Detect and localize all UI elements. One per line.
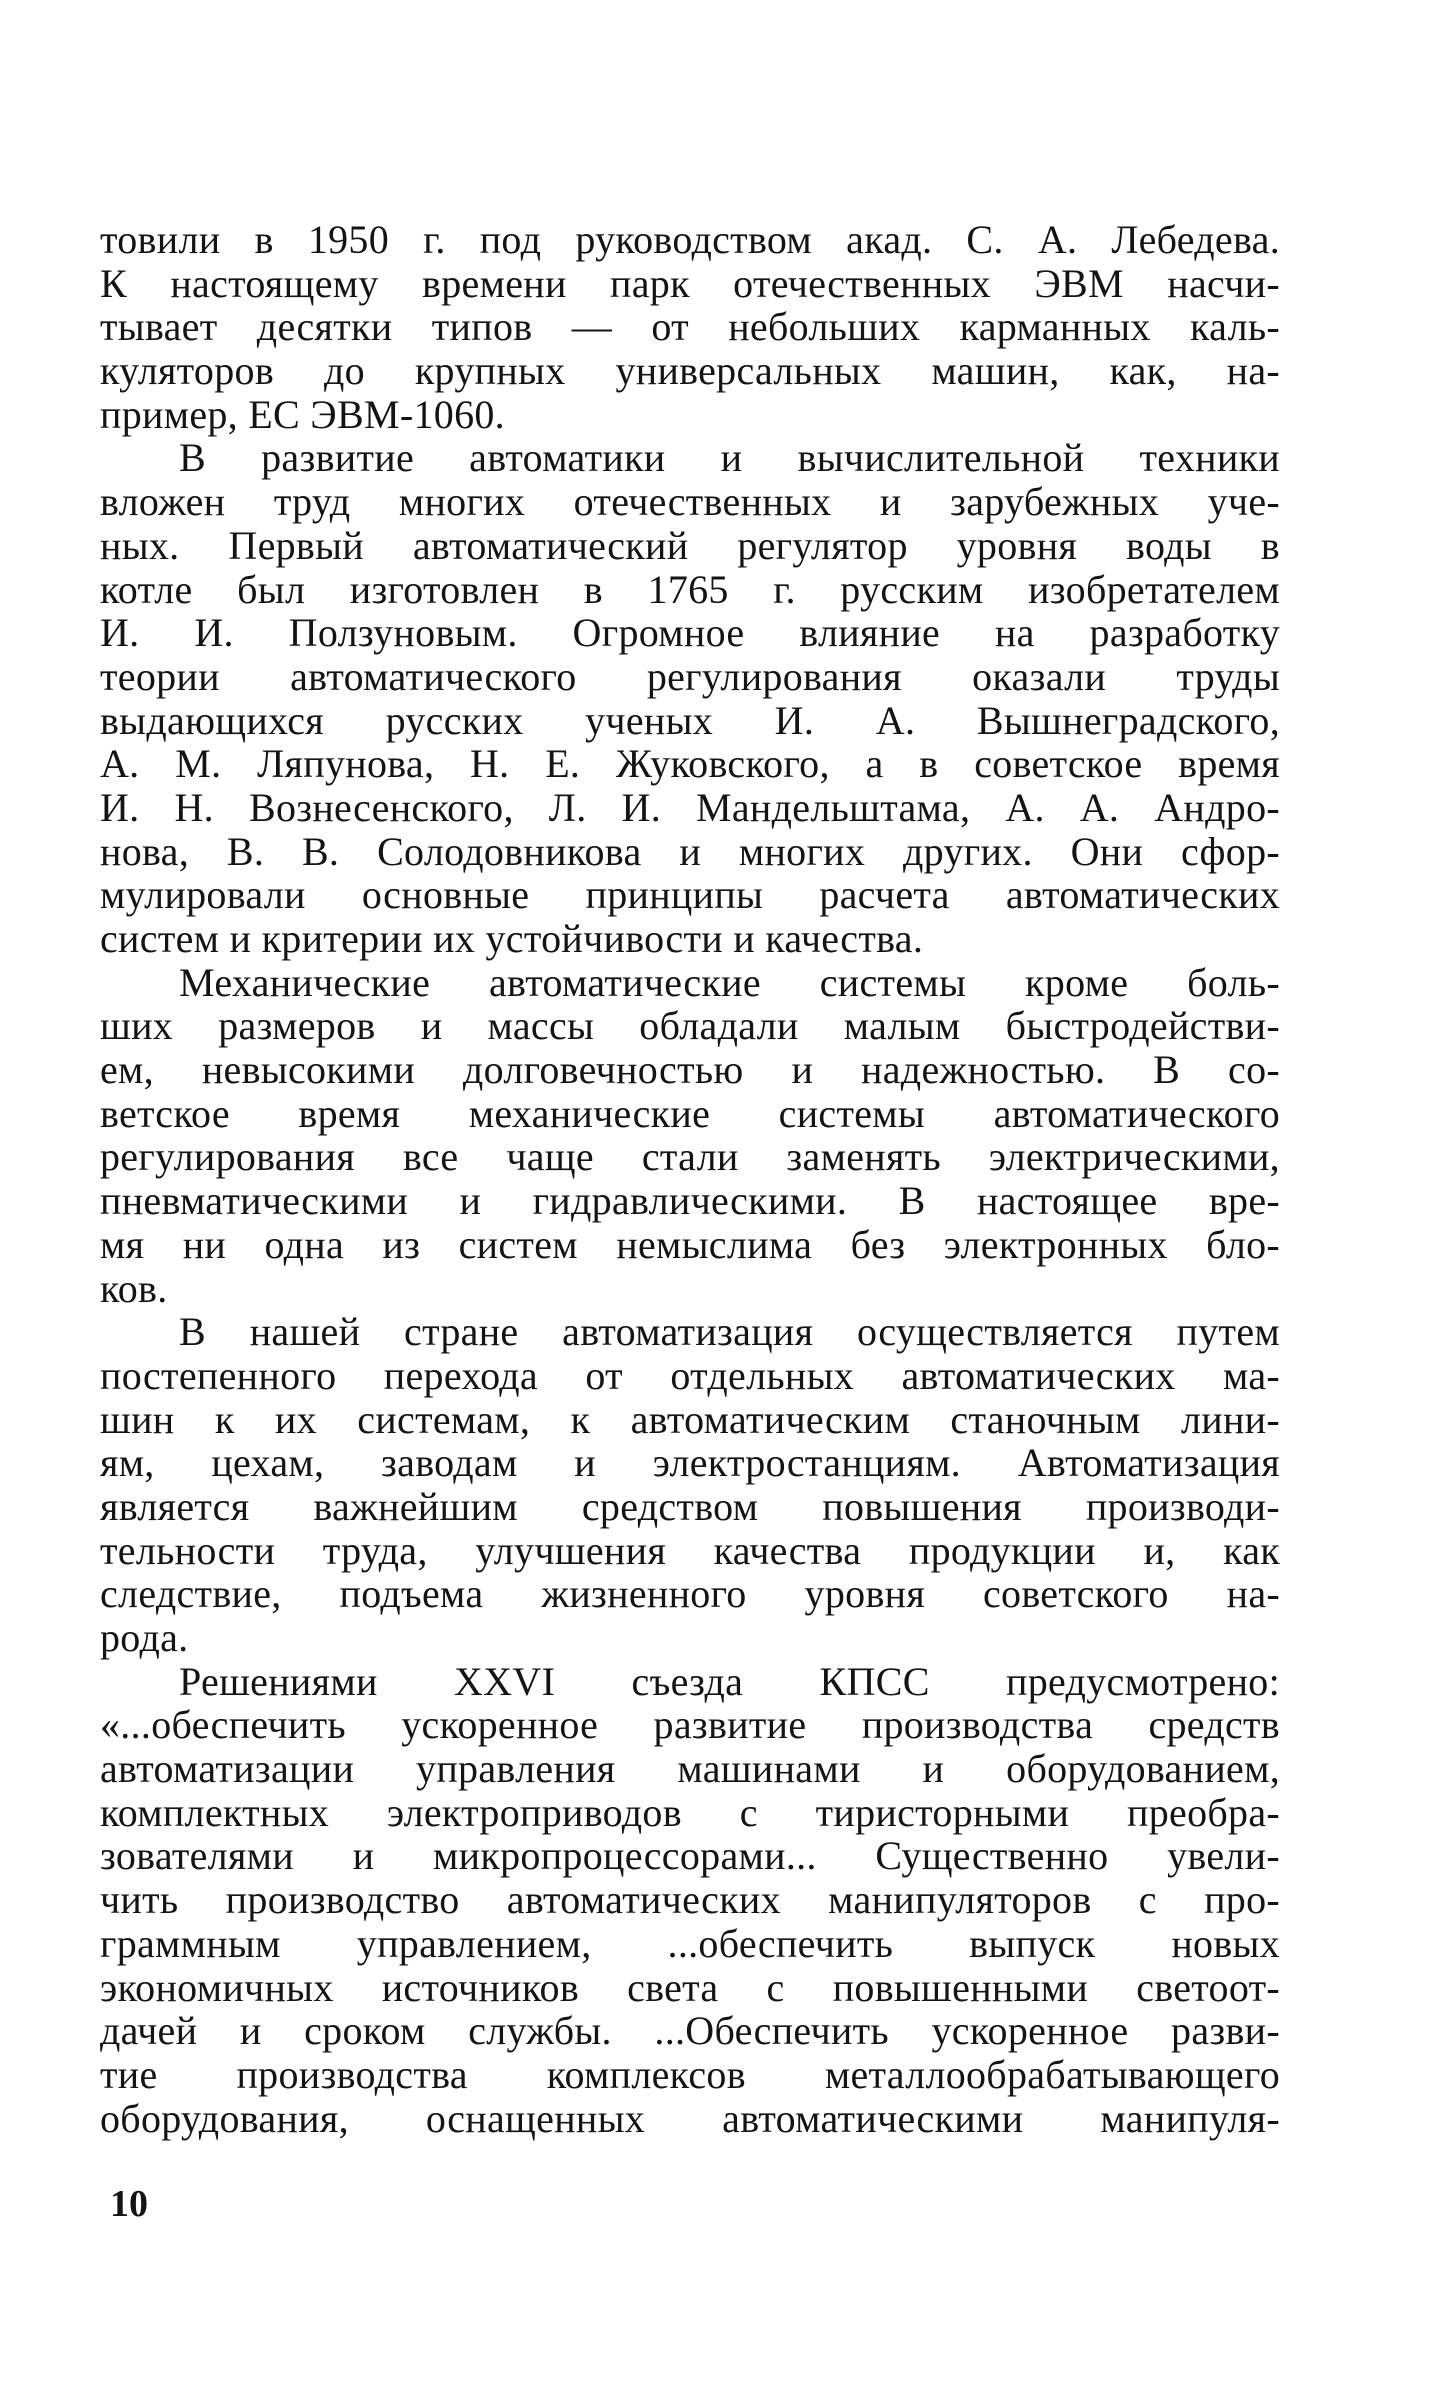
body-text — [100, 218, 1280, 2140]
text-line: ных. Первый автоматический регулятор уровня воды в — [100, 522, 1280, 568]
text-line: ям, цехам, заводам и электростанциям. Автоматизация — [100, 1440, 1280, 1486]
text-line: ветское время механические системы автоматического — [100, 1090, 1280, 1136]
text-line: следствие, подъема жизненного уровня советского на- — [100, 1571, 1280, 1617]
text-line: Решениями XXVI съезда КПСС предусмотрено: — [179, 1658, 1280, 1704]
text-line: оборудования, оснащенных автоматическими манипуля- — [100, 2095, 1280, 2141]
text-line: рода. — [100, 1615, 189, 1660]
text-line: мулировали основные принципы расчета автоматических — [100, 872, 1280, 918]
text-line: пример, ЕС ЭВМ-1060. — [100, 391, 505, 437]
text-line: нова, В. В. Солодовникова и многих других. Они сфор- — [100, 828, 1280, 874]
text-line: ков. — [100, 1265, 168, 1311]
text-line: А. М. Ляпунова, Н. Е. Жуковского, а в советское время — [100, 741, 1280, 787]
text-line: И. Н. Вознесенского, Л. И. Мандельштама, А. А. Андро- — [100, 784, 1280, 830]
text-line: регулирования все чаще стали заменять электрическими, — [100, 1134, 1280, 1180]
text-line: В развитие автоматики и вычислительной техники — [179, 435, 1280, 481]
text-line: является важнейшим средством повышения производи- — [100, 1483, 1280, 1529]
text-line: постепенного перехода от отдельных автоматических ма- — [100, 1352, 1280, 1398]
text-line: экономичных источников света с повышенными светоот- — [100, 1964, 1280, 2010]
text-line: котле был изготовлен в 1765 г. русским изобретателем — [100, 566, 1280, 612]
text-line: К настоящему времени парк отечественных ЭВМ насчи- — [100, 260, 1280, 306]
text-line: шин к их системам, к автоматическим станочным лини- — [100, 1396, 1280, 1442]
text-line: «...обеспечить ускоренное развитие производства средств — [100, 1702, 1280, 1748]
text-line: мя ни одна из систем немыслима без электронных бло- — [100, 1221, 1280, 1267]
text-line: тие производства комплексов металлообрабатывающего — [100, 2051, 1280, 2097]
text-line: ших размеров и массы обладали малым быстродействи- — [100, 1003, 1280, 1049]
text-line: куляторов до крупных универсальных машин, как, на- — [100, 348, 1280, 394]
text-line: дачей и сроком службы. ...Обеспечить ускоренное разви- — [100, 2008, 1280, 2054]
text-line: теории автоматического регулирования оказали труды — [100, 653, 1280, 699]
text-line: И. И. Ползуновым. Огромное влияние на разработку — [100, 610, 1280, 656]
text-line: ем, невысокими долговечностью и надежностью. В со- — [100, 1047, 1280, 1093]
text-line: зователями и микропроцессорами... Существенно увели- — [100, 1833, 1280, 1879]
text-line: тельности труда, улучшения качества продукции и, как — [100, 1527, 1280, 1573]
text-line: систем и критерии их устойчивости и качества. — [100, 916, 924, 961]
text-line: товили в 1950 г. под руководством акад. С. А. Лебедева. — [100, 217, 1280, 262]
text-line: тывает десятки типов — от небольших карманных каль- — [100, 304, 1280, 350]
text-line: чить производство автоматических манипуляторов с про- — [100, 1877, 1280, 1923]
text-line: автоматизации управления машинами и оборудованием, — [100, 1746, 1280, 1792]
text-line: Механические автоматические системы кроме боль- — [179, 959, 1280, 1005]
text-line: граммным управлением, ...обеспечить выпуск новых — [100, 1920, 1280, 1966]
page-number: 10 — [110, 2183, 148, 2225]
text-line: комплектных электроприводов с тиристорными преобра- — [100, 1789, 1280, 1835]
text-line: пневматическими и гидравлическими. В настоящее вре- — [100, 1178, 1280, 1224]
text-line: выдающихся русских ученых И. А. Вышнеградского, — [100, 697, 1280, 743]
text-line: В нашей стране автоматизация осуществляется путем — [179, 1309, 1280, 1355]
text-line: вложен труд многих отечественных и зарубежных уче- — [100, 479, 1280, 525]
